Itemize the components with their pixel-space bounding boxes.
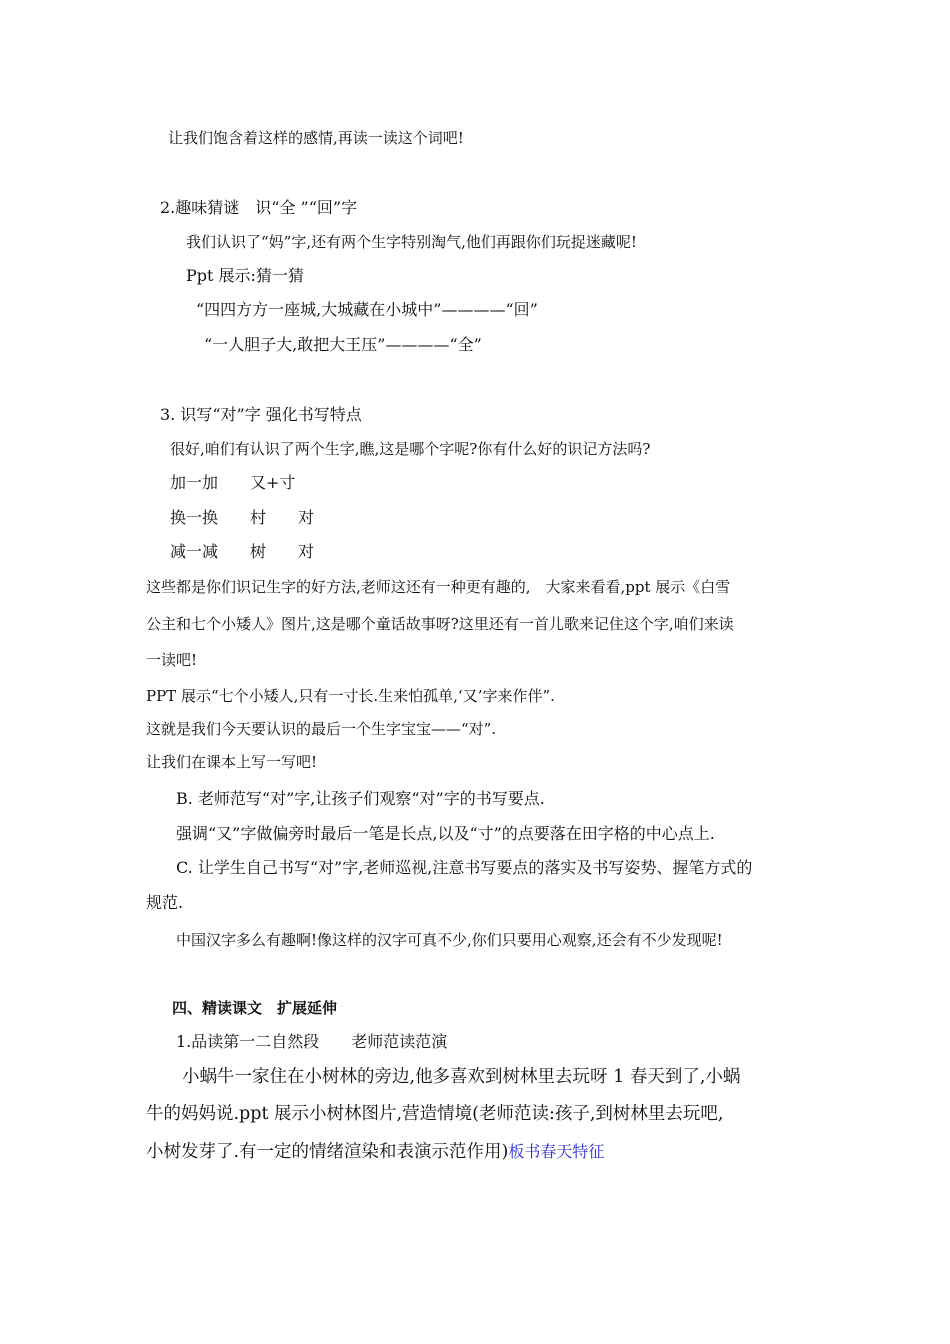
- intro-line: 让我们饱含着这样的感情,再读一读这个词吧!: [168, 129, 464, 147]
- blackboard-note: 板书春天特征: [508, 1142, 605, 1161]
- section4-para-line3-text: 小树发芽了.有一定的情绪渲染和表演示范作用): [146, 1142, 509, 1162]
- point-c-line1: C. 让学生自己书写“对”字,老师巡视,注意书写要点的落实及书写姿势、握笔方式的: [176, 858, 753, 877]
- section3-para2-line2: 公主和七个小矮人》图片,这是哪个童话故事呀?这里还有一首儿歌来记住这个字,咱们来读: [146, 615, 734, 633]
- riddle-1: “四四方方一座城,大城藏在小城中”————“回”: [196, 300, 538, 319]
- section3-para2-line1: 这些都是你们识记生字的好方法,老师这还有一种更有趣的, 大家来看看,ppt 展示《白雪: [146, 578, 731, 596]
- point-c-line2: 规范.: [146, 893, 184, 912]
- riddle-2: “一人胆子大,敢把大王压”————“全”: [204, 335, 482, 354]
- method-add: 加一加 又+寸: [170, 473, 296, 492]
- point-b: B. 老师范写“对”字,让孩子们观察“对”字的书写要点.: [176, 789, 545, 808]
- section2-para2: Ppt 展示:猜一猜: [186, 266, 304, 285]
- write-line: 让我们在课本上写一写吧!: [146, 753, 318, 771]
- section4-para-line2: 牛的妈妈说.ppt 展示小树林图片,营造情境(老师范读:孩子,到树林里去玩吧,: [146, 1104, 724, 1124]
- ppt-line: PPT 展示“七个小矮人,只有一寸长.生来怕孤单,‘又’字来作伴”.: [146, 687, 555, 705]
- section2-para1: 我们认识了“妈”字,还有两个生字特别淘气,他们再跟你们玩捉迷藏呢!: [186, 233, 637, 251]
- this-line: 这就是我们今天要认识的最后一个生字宝宝——“对”.: [146, 720, 497, 738]
- emphasis-line: 强调“又”字做偏旁时最后一笔是长点,以及“寸”的点要落在田字格的中心点上.: [176, 824, 715, 843]
- section3-para1: 很好,咱们有认识了两个生字,瞧,这是哪个字呢?你有什么好的识记方法吗?: [170, 440, 651, 458]
- section3-heading: 3. 识写“对”字 强化书写特点: [160, 405, 362, 424]
- section3-para2-line3: 一读吧!: [146, 651, 198, 669]
- closing-line: 中国汉字多么有趣啊!像这样的汉字可真不少,你们只要用心观察,还会有不少发现呢!: [176, 931, 723, 949]
- section4-para-line1: 小蜗牛一家住在小树林的旁边,他多喜欢到树林里去玩呀 1 春天到了,小蜗: [182, 1067, 741, 1087]
- section4-sub1: 1.品读第一二自然段 老师范读范演: [176, 1032, 448, 1051]
- section4-heading: 四、精读课文 扩展延伸: [172, 999, 338, 1017]
- method-swap: 换一换 村 对: [170, 508, 315, 527]
- method-subtract: 减一减 树 对: [170, 542, 315, 561]
- section4-para-line3: [146, 1142, 604, 1162]
- section2-heading: 2.趣味猜谜 识“全 ”“回”字: [160, 198, 358, 217]
